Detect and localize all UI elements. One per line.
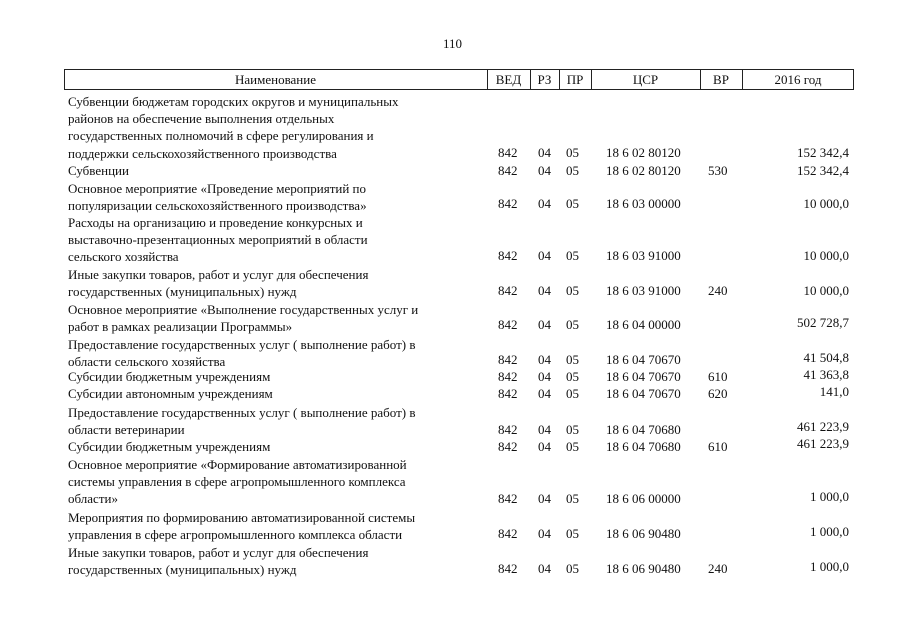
row-csr: 18 6 04 70670 (606, 369, 681, 384)
row-rz: 04 (538, 386, 551, 401)
header-year: 2016 год (774, 72, 822, 87)
row-amount: 10 000,0 (803, 283, 849, 298)
row-vr: 610 (708, 369, 728, 384)
row-ved: 842 (498, 317, 518, 332)
row-name: Субвенции (68, 163, 129, 178)
row-ved: 842 (498, 248, 518, 263)
header-csr: ЦСР (632, 72, 659, 87)
row-name: Субсидии бюджетным учреждениям (68, 369, 271, 384)
row-rz: 04 (538, 422, 551, 437)
row-csr: 18 6 04 70670 (606, 352, 681, 367)
row-csr: 18 6 06 90480 (606, 526, 681, 541)
row-vr: 620 (708, 386, 728, 401)
row-pr: 05 (566, 439, 579, 454)
row-rz: 04 (538, 145, 551, 160)
row-pr: 05 (566, 422, 579, 437)
row-vr: 240 (708, 283, 728, 298)
row-rz: 04 (538, 283, 551, 298)
row-amount: 41 363,8 (803, 367, 849, 382)
row-ved: 842 (498, 491, 518, 506)
row-pr: 05 (566, 491, 579, 506)
page-number: 110 (442, 36, 463, 51)
row-amount: 502 728,7 (797, 315, 849, 330)
row-pr: 05 (566, 163, 579, 178)
row-pr: 05 (566, 526, 579, 541)
row-name: Предоставление государственных услуг ( выполнение работ) в области ветеринарии (68, 405, 416, 438)
row-csr: 18 6 04 70680 (606, 422, 681, 437)
row-csr: 18 6 02 80120 (606, 163, 681, 178)
row-ved: 842 (498, 386, 518, 401)
row-name: Иные закупки товаров, работ и услуг для обеспечения государственных (муниципальных) нужд (68, 545, 369, 578)
header-vr: ВР (713, 72, 729, 87)
row-pr: 05 (566, 317, 579, 332)
header-rz: РЗ (537, 72, 552, 87)
row-amount: 141,0 (819, 384, 849, 399)
header-name: Наименование (235, 72, 316, 87)
header-ved: ВЕД (495, 72, 522, 87)
row-pr: 05 (566, 352, 579, 367)
row-name: Иные закупки товаров, работ и услуг для обеспечения государственных (муниципальных) нужд (68, 267, 369, 300)
row-amount: 461 223,9 (797, 436, 849, 451)
row-csr: 18 6 02 80120 (606, 145, 681, 160)
row-pr: 05 (566, 196, 579, 211)
row-rz: 04 (538, 369, 551, 384)
row-pr: 05 (566, 283, 579, 298)
row-csr: 18 6 03 00000 (606, 196, 681, 211)
row-csr: 18 6 03 91000 (606, 283, 681, 298)
row-rz: 04 (538, 163, 551, 178)
row-pr: 05 (566, 386, 579, 401)
row-ved: 842 (498, 422, 518, 437)
row-ved: 842 (498, 526, 518, 541)
row-amount: 152 342,4 (797, 163, 849, 178)
row-csr: 18 6 04 00000 (606, 317, 681, 332)
row-ved: 842 (498, 145, 518, 160)
row-amount: 1 000,0 (810, 489, 849, 504)
row-ved: 842 (498, 283, 518, 298)
row-amount: 1 000,0 (810, 524, 849, 539)
row-rz: 04 (538, 317, 551, 332)
row-pr: 05 (566, 369, 579, 384)
row-ved: 842 (498, 439, 518, 454)
row-amount: 1 000,0 (810, 559, 849, 574)
row-rz: 04 (538, 248, 551, 263)
row-vr: 240 (708, 561, 728, 576)
row-vr: 530 (708, 163, 728, 178)
row-name: Расходы на организацию и проведение конкурсных и выставочно-презентационных мероприятий в области сельского хозяйства (68, 215, 368, 265)
header-pr: ПР (566, 72, 584, 87)
row-ved: 842 (498, 196, 518, 211)
row-pr: 05 (566, 248, 579, 263)
row-rz: 04 (538, 196, 551, 211)
row-ved: 842 (498, 352, 518, 367)
row-name: Субвенции бюджетам городских округов и муниципальных районов на обеспечение выполнения отдельных государственных полномочий в сфере регулирования и поддержки сельскохозяйственного производства (68, 94, 399, 161)
row-ved: 842 (498, 561, 518, 576)
row-rz: 04 (538, 526, 551, 541)
row-csr: 18 6 04 70680 (606, 439, 681, 454)
row-ved: 842 (498, 369, 518, 384)
row-amount: 461 223,9 (797, 419, 849, 434)
row-vr: 610 (708, 439, 728, 454)
row-ved: 842 (498, 163, 518, 178)
row-amount: 152 342,4 (797, 145, 849, 160)
row-name: Основное мероприятие «Формирование автоматизированной системы управления в сфере агропромышленного комплекса области» (68, 457, 407, 507)
row-csr: 18 6 06 00000 (606, 491, 681, 506)
row-csr: 18 6 06 90480 (606, 561, 681, 576)
row-name: Субсидии автономным учреждениям (68, 386, 273, 401)
row-name: Предоставление государственных услуг ( выполнение работ) в области сельского хозяйства (68, 337, 416, 370)
row-name: Основное мероприятие «Проведение мероприятий по популяризации сельскохозяйственного производства» (68, 181, 367, 214)
row-name: Мероприятия по формированию автоматизированной системы управления в сфере агропромышленного комплекса области (68, 510, 416, 543)
row-name: Основное мероприятие «Выполнение государственных услуг и работ в рамках реализации Программы» (68, 302, 419, 335)
row-rz: 04 (538, 561, 551, 576)
row-amount: 10 000,0 (803, 248, 849, 263)
row-csr: 18 6 04 70670 (606, 386, 681, 401)
row-amount: 10 000,0 (803, 196, 849, 211)
row-rz: 04 (538, 352, 551, 367)
row-pr: 05 (566, 561, 579, 576)
row-name: Субсидии бюджетным учреждениям (68, 439, 271, 454)
row-csr: 18 6 03 91000 (606, 248, 681, 263)
row-rz: 04 (538, 439, 551, 454)
row-amount: 41 504,8 (803, 350, 849, 365)
row-pr: 05 (566, 145, 579, 160)
row-rz: 04 (538, 491, 551, 506)
